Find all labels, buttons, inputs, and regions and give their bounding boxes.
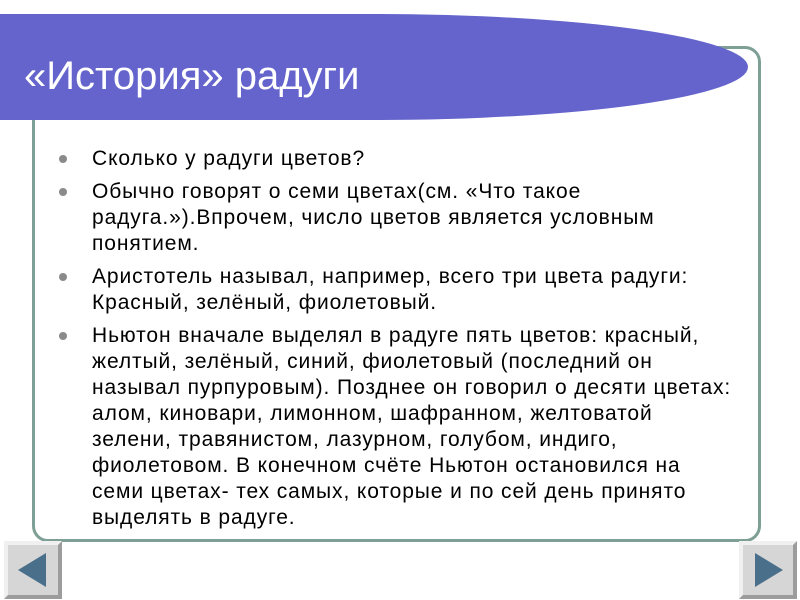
bullet-dot-icon xyxy=(59,155,67,163)
bullet-text: Ньютон вначале выделял в радуге пять цветов: красный, желтый, зелёный, синий, фиолетовый (последний он называл пурпуровым). Позднее он говорил о десяти цветах: алом, киновари, лимонном, шафранном, желтоватой зелени, травянистом, лазурном, голубом, индиго, фиолетовом. В конечном счёте Ньютон остановился на семи цветах- тех самых, которые и по сей день принято выделять в радуге. xyxy=(92,324,732,529)
title-banner xyxy=(0,14,748,120)
bullet-text: Аристотель называл, например, всего три цвета радуги: Красный, зелёный, фиолетовый. xyxy=(92,265,689,314)
bullet-text: Обычно говорят о семи цветах(см. «Что такое радуга.»).Впрочем, число цветов является условным понятием. xyxy=(92,180,655,255)
triangle-left-icon xyxy=(8,545,58,595)
bullet-text: Сколько у радуги цветов? xyxy=(92,147,366,170)
previous-slide-button[interactable] xyxy=(4,541,62,599)
bullet-item xyxy=(56,179,736,257)
bullet-dot-icon xyxy=(59,273,67,281)
bullet-item xyxy=(56,323,736,531)
bullet-dot-icon xyxy=(59,332,67,340)
slide-content xyxy=(56,146,736,538)
bullet-item xyxy=(56,146,736,172)
bullet-list xyxy=(56,146,736,531)
bullet-dot-icon xyxy=(59,188,67,196)
bullet-item xyxy=(56,264,736,316)
page-title: «История» радуги xyxy=(24,54,360,98)
triangle-right-icon xyxy=(743,545,793,595)
next-slide-button[interactable] xyxy=(739,541,797,599)
